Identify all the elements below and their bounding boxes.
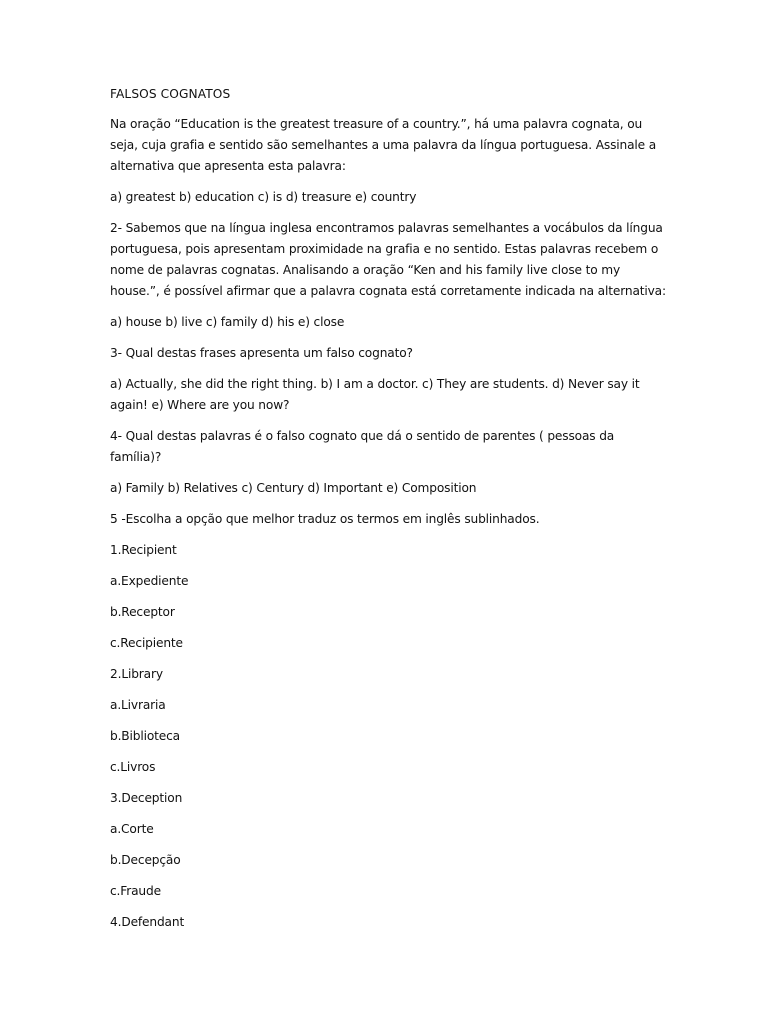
vocab-item: 1.Recipient [110, 543, 177, 557]
vocab-item: 3.Deception [110, 791, 183, 805]
vocab-option: c.Recipiente [110, 636, 183, 650]
vocab-option: b.Receptor [110, 605, 175, 619]
question-5-prompt: 5 -Escolha a opção que melhor traduz os termos em inglês sublinhados. [110, 512, 540, 526]
document-body [110, 84, 666, 943]
document-title: FALSOS COGNATOS [110, 87, 231, 101]
vocab-option: c.Fraude [110, 884, 161, 898]
vocab-option: a.Expediente [110, 574, 189, 588]
vocab-option: b.Decepção [110, 853, 181, 867]
question-2-prompt: 2- Sabemos que na língua inglesa encontramos palavras semelhantes a vocábulos da língua portuguesa, pois apresentam proximidade na grafia e no sentido. Estas palavras recebem o nome de palavras cognatas. Analisando a oração “Ken and his family live close to my house.”, é possível afirmar que a palavra cognata está corretamente indicada na alternativa: [110, 221, 666, 298]
vocab-item: 4.Defendant [110, 915, 185, 929]
question-4-options: a) Family b) Relatives c) Century d) Important e) Composition [110, 481, 477, 495]
vocab-item: 2.Library [110, 667, 163, 681]
vocab-option: c.Livros [110, 760, 156, 774]
question-1-prompt: Na oração “Education is the greatest treasure of a country.”, há uma palavra cognata, ou seja, cuja grafia e sentido são semelhantes a uma palavra da língua portuguesa. Assinale a alternativa que apresenta esta palavra: [110, 117, 657, 173]
question-4-prompt: 4- Qual destas palavras é o falso cognato que dá o sentido de parentes ( pessoas da família)? [110, 429, 615, 464]
question-3-options: a) Actually, she did the right thing. b) I am a doctor. c) They are students. d) Never say it again! e) Where are you now? [110, 377, 640, 412]
vocab-option: a.Corte [110, 822, 154, 836]
vocab-option: a.Livraria [110, 698, 166, 712]
question-1-options: a) greatest b) education c) is d) treasure e) country [110, 190, 417, 204]
question-3-prompt: 3- Qual destas frases apresenta um falso cognato? [110, 346, 413, 360]
question-2-options: a) house b) live c) family d) his e) close [110, 315, 345, 329]
vocab-option: b.Biblioteca [110, 729, 180, 743]
